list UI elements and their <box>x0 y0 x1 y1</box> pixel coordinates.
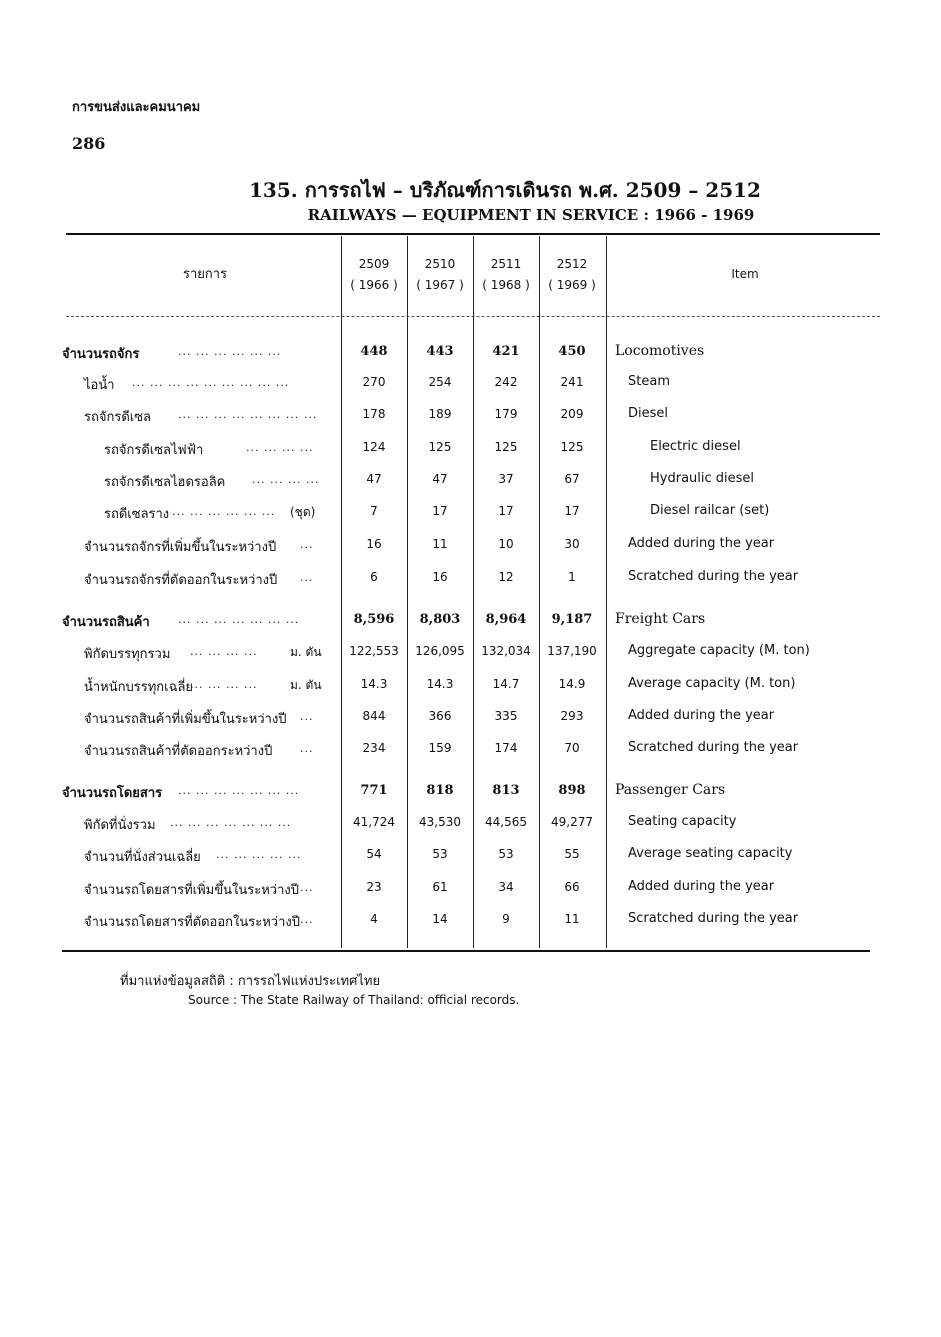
cell-value: 1 <box>568 570 576 584</box>
row-label-thai: รถจักรดีเซลไฮดรอลิค <box>104 475 226 490</box>
cell-value: 293 <box>560 709 584 723</box>
year-ad: ( 1969 ) <box>548 278 596 292</box>
cell-value: 66 <box>564 880 580 894</box>
year-be: 2512 <box>556 257 588 271</box>
cell-value: 8,596 <box>353 612 395 627</box>
cell-value: 11 <box>432 537 448 551</box>
cell-value: 8,803 <box>419 612 461 627</box>
leader-dots: ... ... ... ... <box>190 645 258 658</box>
row-label-english: Scratched during the year <box>628 740 799 755</box>
year-ad: ( 1968 ) <box>482 278 530 292</box>
year-be: 2510 <box>424 257 456 271</box>
row-label-thai: จำนวนรถสินค้า <box>62 615 150 630</box>
cell-value: 53 <box>432 847 448 861</box>
cell-value: 450 <box>558 344 586 359</box>
cell-value: 4 <box>370 912 378 926</box>
row-label-thai: จำนวนรถโดยสาร <box>62 786 163 801</box>
column-header-year-2510 <box>407 254 473 296</box>
table-title-thai: 135. การรถไฟ – บริภัณฑ์การเดินรถ พ.ศ. 2509 – 2512 <box>249 178 761 202</box>
cell-value: 125 <box>560 440 584 454</box>
row-label-thai: จำนวนรถสินค้าที่เพิ่มขึ้นในระหว่างปี <box>84 712 287 727</box>
column-rule <box>539 236 540 948</box>
leader-dots: ... <box>300 571 314 584</box>
cell-value: 448 <box>360 344 388 359</box>
column-rule <box>341 236 342 948</box>
cell-value: 125 <box>494 440 518 454</box>
table-bottom-rule <box>62 950 870 952</box>
cell-value: 818 <box>426 783 454 798</box>
year-be: 2509 <box>358 257 390 271</box>
cell-value: 8,964 <box>485 612 527 627</box>
cell-value: 14 <box>432 912 448 926</box>
row-label-english: Diesel railcar (set) <box>650 503 770 518</box>
row-label-thai: ไอน้ำ <box>84 378 115 393</box>
cell-value: 209 <box>560 407 584 421</box>
row-label-thai: น้ำหนักบรรทุกเฉลี่ย <box>84 680 194 695</box>
cell-value: 234 <box>362 741 386 755</box>
row-label-thai: จำนวนรถสินค้าที่ตัดออกระหว่างปี <box>84 744 273 759</box>
cell-value: 10 <box>498 537 514 551</box>
cell-value: 11 <box>564 912 580 926</box>
row-label-english: Locomotives <box>615 343 705 359</box>
row-label-english: Added during the year <box>628 879 775 894</box>
leader-dots: ... ... ... ... <box>246 441 314 454</box>
row-label-english: Seating capacity <box>628 814 737 829</box>
year-ad: ( 1967 ) <box>416 278 464 292</box>
cell-value: 771 <box>360 783 388 798</box>
cell-value: 443 <box>426 344 454 359</box>
cell-value: 14.7 <box>492 677 520 691</box>
unit-label: (ชุด) <box>290 505 316 519</box>
cell-value: 47 <box>366 472 382 486</box>
cell-value: 254 <box>428 375 452 389</box>
column-header-year-2512 <box>539 254 605 296</box>
year-be: 2511 <box>490 257 522 271</box>
leader-dots: ... <box>300 538 314 551</box>
cell-value: 49,277 <box>551 815 593 829</box>
column-header-year-2509 <box>341 254 407 296</box>
leader-dots: ... ... ... ... <box>190 678 258 691</box>
column-rule <box>473 236 474 948</box>
leader-dots: ... <box>300 881 314 894</box>
source-thai: ที่มาแห่งข้อมูลสถิติ : การรถไฟแห่งประเทศไทย <box>120 974 381 989</box>
cell-value: 189 <box>428 407 452 421</box>
cell-value: 178 <box>362 407 386 421</box>
cell-value: 241 <box>560 375 584 389</box>
leader-dots: ... ... ... ... ... ... ... <box>178 784 300 797</box>
cell-value: 125 <box>428 440 452 454</box>
cell-value: 12 <box>498 570 514 584</box>
cell-value: 9,187 <box>551 612 593 627</box>
row-label-english: Added during the year <box>628 536 775 551</box>
cell-value: 9 <box>502 912 510 926</box>
cell-value: 17 <box>564 504 580 518</box>
cell-value: 159 <box>428 741 452 755</box>
cell-value: 898 <box>558 783 586 798</box>
column-rule <box>606 236 607 948</box>
row-label-thai: จำนวนที่นั่งส่วนเฉลี่ย <box>84 850 201 865</box>
cell-value: 23 <box>366 880 382 894</box>
row-label-thai: พิกัดบรรทุกรวม <box>84 647 171 662</box>
leader-dots: ... <box>300 710 314 723</box>
leader-dots: ... ... ... ... <box>252 473 320 486</box>
page-number: 286 <box>72 134 106 153</box>
cell-value: 122,553 <box>349 644 399 658</box>
cell-value: 270 <box>362 375 386 389</box>
row-label-thai: รถดีเซลราง <box>104 507 170 522</box>
leader-dots: ... ... ... ... ... ... ... ... ... <box>132 376 290 389</box>
row-label-english: Electric diesel <box>650 439 741 454</box>
row-label-english: Hydraulic diesel <box>650 471 755 486</box>
leader-dots: ... ... ... ... ... ... <box>172 505 276 518</box>
cell-value: 16 <box>366 537 382 551</box>
row-label-english: Scratched during the year <box>628 911 799 926</box>
section-header: การขนส่งและคมนาคม <box>72 100 201 115</box>
row-label-thai: จำนวนรถโดยสารที่ตัดออกในระหว่างปี <box>84 915 301 930</box>
cell-value: 34 <box>498 880 514 894</box>
leader-dots: ... ... ... ... ... <box>216 848 302 861</box>
row-label-english: Added during the year <box>628 708 775 723</box>
row-label-thai: จำนวนรถจักรที่เพิ่มขึ้นในระหว่างปี <box>84 540 277 555</box>
cell-value: 126,095 <box>415 644 465 658</box>
source-english: Source : The State Railway of Thailand: official records. <box>188 993 520 1007</box>
row-label-english: Steam <box>628 374 670 389</box>
unit-label: ม. ตัน <box>290 645 322 659</box>
row-label-thai: จำนวนรถจักร <box>62 347 140 362</box>
row-label-thai: รถจักรดีเซล <box>84 410 151 425</box>
leader-dots: ... ... ... ... ... ... <box>178 345 282 358</box>
column-header-item-english: Item <box>731 267 759 281</box>
cell-value: 366 <box>428 709 452 723</box>
cell-value: 179 <box>494 407 518 421</box>
cell-value: 53 <box>498 847 514 861</box>
leader-dots: ... ... ... ... ... ... ... <box>178 613 300 626</box>
cell-value: 41,724 <box>353 815 395 829</box>
cell-value: 14.9 <box>558 677 586 691</box>
cell-value: 14.3 <box>426 677 454 691</box>
table-title-english: RAILWAYS — EQUIPMENT IN SERVICE : 1966 - 1969 <box>307 206 755 224</box>
cell-value: 132,034 <box>481 644 531 658</box>
row-label-english: Average seating capacity <box>628 846 793 861</box>
leader-dots: ... ... ... ... ... ... ... <box>170 816 292 829</box>
row-label-english: Average capacity (M. ton) <box>628 676 796 691</box>
column-rule <box>407 236 408 948</box>
cell-value: 43,530 <box>419 815 461 829</box>
cell-value: 813 <box>492 783 520 798</box>
year-ad: ( 1966 ) <box>350 278 398 292</box>
cell-value: 61 <box>432 880 448 894</box>
cell-value: 242 <box>494 375 518 389</box>
cell-value: 70 <box>564 741 580 755</box>
cell-value: 55 <box>564 847 580 861</box>
unit-label: ม. ตัน <box>290 678 322 692</box>
cell-value: 7 <box>370 504 378 518</box>
cell-value: 47 <box>432 472 448 486</box>
row-label-english: Aggregate capacity (M. ton) <box>628 643 810 658</box>
row-label-thai: จำนวนรถจักรที่ตัดออกในระหว่างปี <box>84 573 278 588</box>
cell-value: 30 <box>564 537 580 551</box>
row-label-english: Scratched during the year <box>628 569 799 584</box>
row-label-english: Passenger Cars <box>615 782 726 798</box>
row-label-english: Diesel <box>628 406 669 421</box>
row-label-thai: พิกัดที่นั่งรวม <box>84 818 156 833</box>
cell-value: 37 <box>498 472 514 486</box>
row-label-thai: รถจักรดีเซลไฟฟ้า <box>104 443 204 458</box>
cell-value: 17 <box>432 504 448 518</box>
column-header-item-thai: รายการ <box>182 267 228 282</box>
cell-value: 6 <box>370 570 378 584</box>
leader-dots: ... <box>300 742 314 755</box>
cell-value: 137,190 <box>547 644 597 658</box>
cell-value: 67 <box>564 472 580 486</box>
column-header-year-2511 <box>473 254 539 296</box>
row-label-english: Freight Cars <box>615 611 706 627</box>
cell-value: 44,565 <box>485 815 527 829</box>
cell-value: 16 <box>432 570 448 584</box>
leader-dots: ... ... ... ... ... ... ... ... <box>178 408 318 421</box>
leader-dots: ... <box>300 913 314 926</box>
cell-value: 421 <box>492 344 520 359</box>
cell-value: 174 <box>494 741 518 755</box>
table-top-rule <box>66 233 880 235</box>
cell-value: 54 <box>366 847 382 861</box>
cell-value: 844 <box>362 709 386 723</box>
cell-value: 335 <box>494 709 518 723</box>
cell-value: 17 <box>498 504 514 518</box>
row-label-thai: จำนวนรถโดยสารที่เพิ่มขึ้นในระหว่างปี <box>84 883 299 898</box>
cell-value: 14.3 <box>360 677 388 691</box>
cell-value: 124 <box>362 440 386 454</box>
